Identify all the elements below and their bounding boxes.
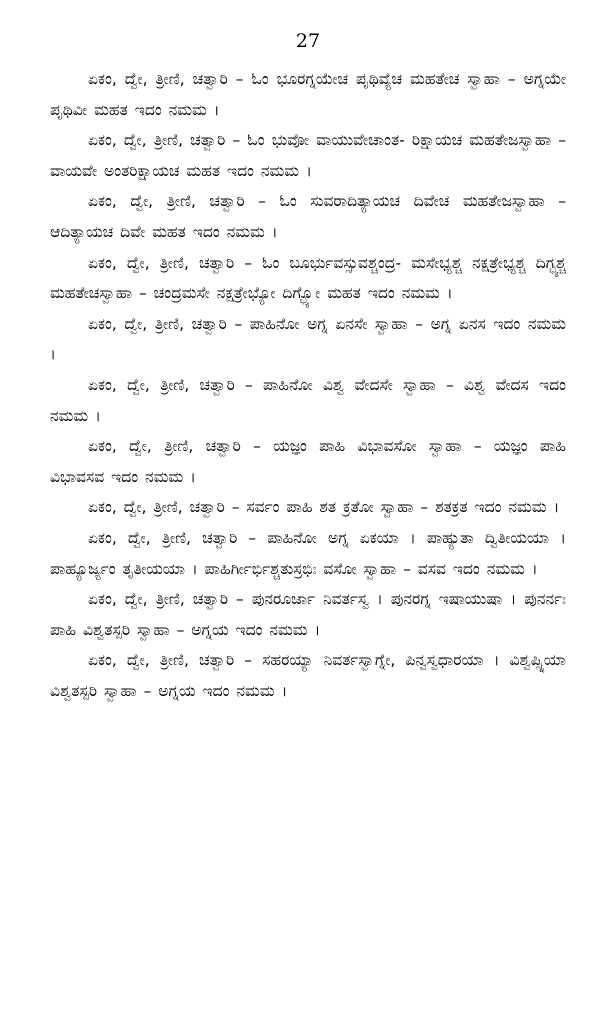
paragraph: ಏಕಂ, ದ್ವೇ, ತ್ರೀಣಿ, ಚತ್ವಾರಿ – ಪಾಹಿನೋ ಅಗ್ನ ಏಕಯಾ । ಪಾಹ್ಯುತಾ ದ್ವಿತೀಯಯಾ । ಪಾಹ್ಯೂರ್ಜ್ಯಂ ತೃತೀಯಯಾ । ಪಾಹಿರ್ಗೀರ್ಭಿಶ್ಚತುಸ್ರಭಿಃ ವಸೋ ಸ್ವಾಹಾ – ವಸವ ಇದಂ ನಮಮ । xyxy=(50,528,566,578)
paragraph: ಏಕಂ, ದ್ವೇ, ತ್ರೀಣಿ, ಚತ್ವಾರಿ – ಸಹರಯ್ಯಾ ನಿವರ್ತಸ್ವಾಗ್ನೇ, ಪಿನ್ವಸ್ವಧಾರಯಾ । ವಿಶ್ವಪ್ಸ್ನಿಯಾ ವಿಶ್ವತಸ್ಪರಿ ಸ್ವಾಹಾ – ಅಗ್ನಯ ಇದಂ ನಮಮ । xyxy=(50,651,566,700)
paragraph: ಏಕಂ, ದ್ವೇ, ತ್ರೀಣಿ, ಚತ್ವಾರಿ – ಸರ್ವಂ ಪಾಹಿ ಶತ ಕ್ರತೋ ಸ್ವಾಹಾ – ಶತಕ್ರತ ಇದಂ ನಮಮ । xyxy=(88,498,560,517)
page-number: 27 xyxy=(295,30,321,52)
paragraph: ಏಕಂ, ದ್ವೇ, ತ್ರೀಣಿ, ಚತ್ವಾರಿ – ಓಂ ಸುವರಾದಿತ್ಯಾಯಚ ದಿವೇಚ ಮಹತೇಜಸ್ವಾಹಾ – ಆದಿತ್ಯಾಯಚ ದಿವೇ ಮಹತ ಇದಂ ನಮಮ । xyxy=(50,192,566,241)
paragraph: ಏಕಂ, ದ್ವೇ, ತ್ರೀಣಿ, ಚತ್ವಾರಿ – ಯಜ್ಞಂ ಪಾಹಿ ವಿಭಾವಸೋ ಸ್ವಾಹಾ – ಯಜ್ಞಂ ಪಾಹಿ ವಿಭಾವಸವ ಇದಂ ನಮಮ । xyxy=(50,437,566,486)
paragraph: ಏಕಂ, ದ್ವೇ, ತ್ರೀಣಿ, ಚತ್ವಾರಿ – ಪಾಹಿನೋ ವಿಶ್ವ ವೇದಸೇ ಸ್ವಾಹಾ – ವಿಶ್ವ ವೇದಸ ಇದಂ ನಮಮ । xyxy=(50,375,566,425)
paragraph: ಏಕಂ, ದ್ವೇ, ತ್ರೀಣಿ, ಚತ್ವಾರಿ – ಓಂ ಬೂರ್ಭುವಸ್ಸುವಶ್ಚಂದ್ರ- ಮಸೇಭ್ಯಶ್ಚ ನಕ್ಷತ್ರೇಭ್ಯಶ್ಚ ದಿಗ್ಭ್ಯಶ್ಚ ಮಹತೇಚಸ್ವಾಹಾ – ಚಂದ್ರಮಸೇ ನಕ್ಷತ್ರೇಭ್ಯೋ ದಿಗ್ಭ್ಯೋ ಮಹತ ಇದಂ ನಮಮ । xyxy=(50,253,566,303)
paragraph: ಏಕಂ, ದ್ವೇ, ತ್ರೀಣಿ, ಚತ್ವಾರಿ – ಪುನರೂರ್ಜಾ ನಿವರ್ತಸ್ವ । ಪುನರಗ್ನ ಇಷಾಯುಷಾ । ಪುನರ್ನಃ ಪಾಹಿ ವಿಶ್ವತಸ್ಪರಿ ಸ್ವಾಹಾ – ಅಗ್ನಯ ಇದಂ ನಮಮ । xyxy=(50,590,566,639)
paragraph: ಏಕಂ, ದ್ವೇ, ತ್ರೀಣಿ, ಚತ್ವಾರಿ – ಓಂ ಭುವೋ ವಾಯುವೇಚಾಂತ- ರಿಕ್ಷಾಯಚ ಮಹತೇಜಸ್ವಾಹಾ – ವಾಯವೇ ಅಂತರಿಕ್ಷಾಯಚ ಮಹತ ಇದಂ ನಮಮ । xyxy=(50,131,566,180)
paragraph: ಏಕಂ, ದ್ವೇ, ತ್ರೀಣಿ, ಚತ್ವಾರಿ – ಓಂ ಭೂರಗ್ನಯೇಚ ಪೃಥಿವ್ಯೆಚ ಮಹತೇಚ ಸ್ವಾಹಾ – ಅಗ್ನಯೇ ಪೃಥಿವೀ ಮಹತ ಇದಂ ನಮಮ । xyxy=(50,70,566,119)
paragraph: ಏಕಂ, ದ್ವೇ, ತ್ರೀಣಿ, ಚತ್ವಾರಿ – ಪಾಹಿನೋ ಅಗ್ನ ಏನಸೇ ಸ್ವಾಹಾ – ಅಗ್ನ ಏನಸ ಇದಂ ನಮಮ । xyxy=(50,314,566,364)
